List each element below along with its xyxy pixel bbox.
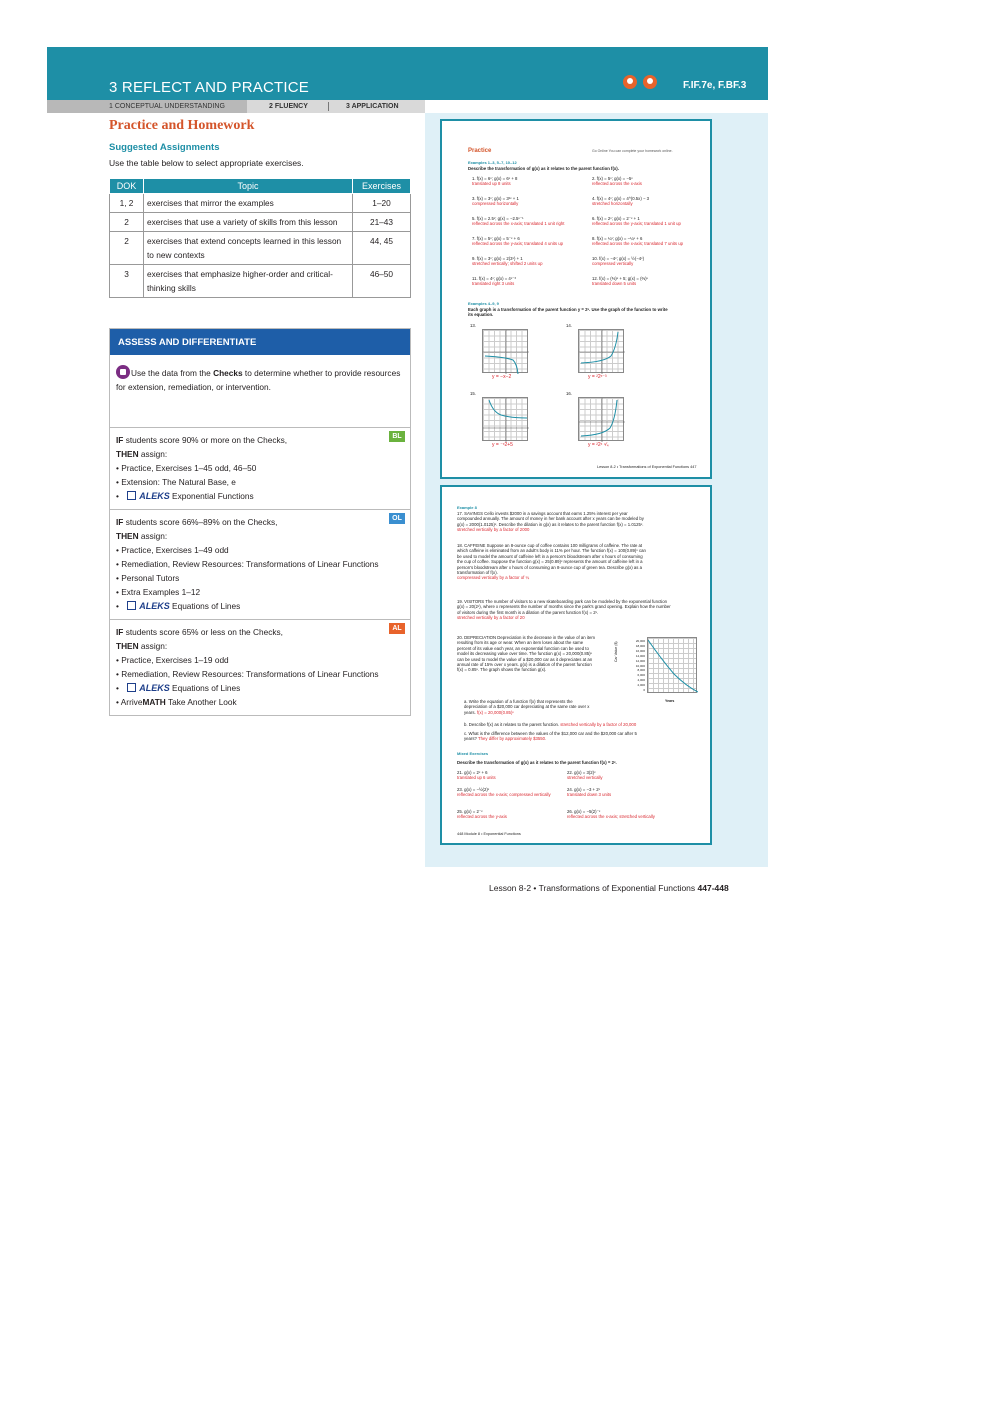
list-item-text: Extra Examples 1–12 <box>121 587 201 597</box>
graph-15-label: 15. <box>470 391 476 396</box>
exercise-4: 4. f(x) = 4ˣ; g(x) = 4^(0.5x) − 3 stretched horizontally <box>592 196 650 207</box>
part-c: c. What is the difference between the values of the $12,000 car and the $20,000 car after 5 years? They differ by approximately $3550. <box>464 731 637 742</box>
instruction-b: Each graph is a transformation of the parent function y = 2ˣ. Use the graph of the function to write its equation. <box>468 307 668 318</box>
footer-pages: 447-448 <box>697 883 729 893</box>
exercise-6: 6. f(x) = 2ˣ; g(x) = 2⁻ˣ + 1 reflected across the y-axis; translated 1 unit up <box>592 216 681 227</box>
exercise-3: 3. f(x) = 3ˣ; g(x) = 3²ˣ + 1 compressed horizontally <box>472 196 519 207</box>
list-item[interactable]: • ALEKS Equations of Lines <box>116 601 241 611</box>
tier-beyond-level <box>110 428 410 510</box>
graph-16 <box>578 397 624 441</box>
part-b: b. Describe f(x) as it relates to the parent function. stretched vertically by a factor of 20,000 <box>464 722 637 727</box>
depreciation-graph <box>647 637 697 693</box>
list-item-text: Arrive <box>120 697 143 707</box>
table-row <box>110 213 411 232</box>
list-item-text: Take Another Look <box>165 697 237 707</box>
aleks-logo: ALEKS <box>139 601 170 611</box>
tab-fluency: 2 FLUENCY <box>269 103 308 110</box>
list-item-text: Equations of Lines <box>172 683 241 693</box>
tier-if: IF students score 90% or more on the Checks, <box>116 435 288 445</box>
list-item-text: Extension: The Natural Base, e <box>121 477 236 487</box>
page-footer <box>489 883 729 893</box>
col-exercises: Exercises <box>353 179 411 194</box>
tier-if: IF students score 65% or less on the Checks, <box>116 627 283 637</box>
footer-title: • Transformations of Exponential Functions <box>531 883 698 893</box>
exercise-1: 1. f(x) = 6ˣ; g(x) = 6ˣ + 8 translated up 8 units <box>472 176 518 187</box>
ol-badge: OL <box>389 513 405 524</box>
student-page-448 <box>440 485 712 845</box>
list-item[interactable]: • Practice, Exercises 1–45 odd, 46–50 <box>116 463 257 473</box>
exercise-8: 8. f(x) = ¼ˣ; g(x) = −¼ˣ + 6 reflected across the x-axis; translated 7 units up <box>592 236 683 247</box>
dok-cell: 3 <box>110 265 144 298</box>
dok-cell: 1, 2 <box>110 194 144 213</box>
graph-y-ticks: 20,000 18,000 16,000 14,000 12,000 10,000 8,000 6,000 4,000 2,000 0 <box>635 639 645 693</box>
graph-15 <box>482 397 528 441</box>
list-item-text: Exponential Functions <box>172 491 254 501</box>
tier-if: IF students score 66%–89% on the Checks, <box>116 517 278 527</box>
list-item-text: Practice, Exercises 1–19 odd <box>121 655 229 665</box>
part-a: a. Write the equation of a function f(x) that represents the depreciation of a $20,000 car depreciating at the same rate over x years. f(x) = 20,000(0.85)ˣ <box>464 699 590 715</box>
exercise-23: 23. g(x) = −½(2)ˣ reflected across the x-axis; compressed vertically <box>457 787 551 798</box>
exercise-25: 25. g(x) = 2⁻ˣ reflected across the y-axis <box>457 809 507 820</box>
tab-conceptual-understanding: 1 CONCEPTUAL UNDERSTANDING <box>47 100 247 113</box>
exercise-21: 21. g(x) = 2ˣ + 6 translated up 6 units <box>457 770 496 781</box>
graph-y-label: Car Value ($) <box>614 641 618 662</box>
suggested-assignments-intro: Use the table below to select appropriate exercises. <box>109 158 304 168</box>
examples-ref-b: Examples 4–9, 9 <box>468 301 499 306</box>
student-page-447 <box>440 119 712 479</box>
exercise-11: 11. f(x) = 4ˣ; g(x) = 4ˣ⁻³ translated right 3 units <box>472 276 516 287</box>
exercise-20: 20. DEPRECIATION Depreciation is the decrease in the value of an item resulting from its age or wear. When an item loses about the same percent of its value each year, an exponential function can be used to model its decreasing value over time. The function g(x) = 20,000(0.85)ˣ can be used to model the value of a $20,000 car as it depreciates at an annual rate of 15% over x years. g(x) is a dilation of the parent function f(x) = 0.85ˣ. The graph shows the function g(x). <box>457 635 595 673</box>
page447-title: Practice <box>468 148 492 154</box>
aleks-icon <box>127 683 136 692</box>
dok-cell: 2 <box>110 213 144 232</box>
exercise-10: 10. f(x) = −4ˣ; g(x) = ½(−4ˣ) compressed vertically <box>592 256 645 267</box>
arrive-math-brand: MATH <box>142 697 166 707</box>
col-topic: Topic <box>144 179 353 194</box>
graph-15-answer: y = ⁻ˣ2+5 <box>492 442 513 448</box>
exercise-17: 17. SAVINGS Cello invests $2000 in a savings account that earns 1.25% interest per year compounded annually. The amount of money in her bank account after x years can be modeled by g(x) = 2000(1.0125)ˣ. Describe the dilation in g(x) as it relates to the parent function f(x) = 1.0125ˣ. stretched vertically by a factor of 2000 <box>457 511 644 533</box>
graph-x-label: Years <box>665 699 675 703</box>
examples-ref-a: Examples 1–3, 5–7, 10–12 <box>468 160 517 165</box>
exercise-19: 19. VISITORS The number of visitors to a new skateboarding park can be modeled by the exponential function g(x) = 20(2ˣ), where x represents the number of months since the park's grand opening. Explain how the number of visitors during the first month is a dilation of the parent function f(x) = 2ˣ. stretched vertically by a factor of 20 <box>457 599 671 621</box>
graph-16-label: 16. <box>566 391 572 396</box>
data-checks-icon <box>116 365 130 379</box>
standards-label: F.IF.7e, F.BF.3 <box>683 80 747 91</box>
tab-separator <box>328 102 329 111</box>
exercise-24: 24. g(x) = −3 + 2ˣ translated down 3 units <box>567 787 612 798</box>
topic-cell: exercises that extend concepts learned in this lesson to new contexts <box>144 232 353 265</box>
list-item-text: Equations of Lines <box>172 601 241 611</box>
graph-13 <box>482 329 528 373</box>
list-item[interactable]: • Extra Examples 1–12 <box>116 587 201 597</box>
header-band <box>47 47 768 100</box>
graph-16-answer: y = ²2ˣ ⁴⁄₄ <box>588 442 609 448</box>
graph-13-label: 13. <box>470 323 476 328</box>
exercise-2: 2. f(x) = 5ˣ; g(x) = −5ˣ reflected across the x-axis <box>592 176 642 187</box>
bl-badge: BL <box>389 431 405 442</box>
progress-tabs <box>47 100 425 113</box>
example-ref: Example 8 <box>457 505 477 510</box>
tier-if-text: students score 90% or more on the Checks, <box>125 435 288 445</box>
tier-if-text: students score 66%–89% on the Checks, <box>125 517 278 527</box>
tier-then: THEN assign: <box>116 641 168 651</box>
practice-title: Practice and Homework <box>109 118 255 133</box>
footer-lesson: Lesson 8-2 <box>489 883 532 893</box>
mixed-instruction: Describe the transformation of g(x) as it relates to the parent function f(x) = 2ˣ. <box>457 760 617 765</box>
list-item[interactable]: • Practice, Exercises 1–19 odd <box>116 655 229 665</box>
exercise-5: 5. f(x) = 2.5ˣ; g(x) = −2.5ˣ⁻¹ reflected across the x-axis; translated 1 unit right <box>472 216 565 227</box>
graph-14 <box>578 329 624 373</box>
exercises-cell: 1–20 <box>353 194 411 213</box>
tier-then: THEN assign: <box>116 449 168 459</box>
exercise-9: 9. f(x) = 3ˣ; g(x) = 2(3ˣ) + 1 stretched vertically; shifted 2 units up <box>472 256 543 267</box>
page447-footer: Lesson 8-2 • Transformations of Exponential Functions 447 <box>597 465 697 469</box>
list-item[interactable]: • ALEKS Equations of Lines <box>116 683 241 693</box>
assess-intro-text-end: to determine whether to provide resources for extension, remediation, or intervention. <box>116 368 401 392</box>
list-item-text: Practice, Exercises 1–49 odd <box>121 545 229 555</box>
tier-approaching-level <box>110 620 410 715</box>
list-item-text: Remediation, Review Resources: Transformations of Linear Functions <box>121 669 379 679</box>
checks-link[interactable]: Checks <box>213 368 243 378</box>
exercise-22: 22. g(x) = 3(2)ˣ stretched vertically <box>567 770 603 781</box>
exercises-cell: 21–43 <box>353 213 411 232</box>
group-icon <box>643 75 657 89</box>
assess-intro-text: Use the data from the <box>131 368 214 378</box>
exercise-12: 12. f(x) = (⅔)ˣ + 5; g(x) = (⅔)ˣ translated down 5 units <box>592 276 648 287</box>
list-item-text: Practice, Exercises 1–45 odd, 46–50 <box>121 463 257 473</box>
graph-14-label: 14. <box>566 323 572 328</box>
suggested-assignments-heading: Suggested Assignments <box>109 142 220 153</box>
section-title: 3 REFLECT AND PRACTICE <box>109 79 310 96</box>
topic-cell: exercises that use a variety of skills from this lesson <box>144 213 353 232</box>
mixed-heading: Mixed Exercises <box>457 751 489 756</box>
list-item-text: Personal Tutors <box>121 573 180 583</box>
table-row <box>110 194 411 213</box>
list-item[interactable]: • Remediation, Review Resources: Transformations of Linear Functions <box>116 559 379 569</box>
dok-cell: 2 <box>110 232 144 265</box>
list-item[interactable]: • Remediation, Review Resources: Transformations of Linear Functions <box>116 669 379 679</box>
assess-differentiate-box <box>109 328 411 716</box>
list-item[interactable]: • ArriveMATH Take Another Look <box>116 697 237 707</box>
student-pages-panel <box>425 113 768 867</box>
exercise-18: 18. CAFFEINE Suppose an 8-ounce cup of coffee contains 100 milligrams of caffeine. The rate at which caffeine is eliminated from an adult's body is 11% per hour. The function f(x) = 100(0.89)ˣ can be used to model the amount of caffeine left in a person's bloodstream after x hours of consuming the cup of coffee. Suppose the function g(x) = 25(0.89)ˣ represents the amount of caffeine left in a person's bloodstream after x hours of consuming an 8-ounce cup of green tea. Describe g(x) as a transformation of f(x). compressed vertically by a factor of ¼ <box>457 543 646 581</box>
tier-then-text: assign: <box>140 449 168 459</box>
assignments-table <box>109 178 411 298</box>
person-icon <box>623 75 637 89</box>
page448-footer: 448 Module 8 • Exponential Functions <box>457 832 521 836</box>
tier-on-level <box>110 510 410 620</box>
col-dok: DOK <box>110 179 144 194</box>
aleks-logo: ALEKS <box>139 683 170 693</box>
table-header-row <box>110 179 411 194</box>
list-item[interactable]: • Personal Tutors <box>116 573 180 583</box>
table-row <box>110 265 411 298</box>
instruction-a: Describe the transformation of g(x) as it relates to the parent function f(x). <box>468 166 619 171</box>
aleks-icon <box>127 491 136 500</box>
go-online-note: Go Online You can complete your homework online. <box>592 149 673 153</box>
tier-if-text: students score 65% or less on the Checks, <box>125 627 283 637</box>
tab-application: 3 APPLICATION <box>346 103 399 110</box>
list-item-text: Remediation, Review Resources: Transformations of Linear Functions <box>121 559 379 569</box>
exercises-cell: 46–50 <box>353 265 411 298</box>
header-icons <box>623 75 657 89</box>
exercises-cell: 44, 45 <box>353 232 411 265</box>
list-item[interactable]: • ALEKS Exponential Functions <box>116 491 254 501</box>
graph-13-answer: y = −x−2 <box>492 374 512 380</box>
topic-cell: exercises that mirror the examples <box>144 194 353 213</box>
list-item[interactable]: • Extension: The Natural Base, e <box>116 477 236 487</box>
exercise-7: 7. f(x) = 5ˣ; g(x) = 5⁻ˣ + 6 reflected across the y-axis; translated 4 units up <box>472 236 563 247</box>
al-badge: AL <box>389 623 405 634</box>
aleks-icon <box>127 601 136 610</box>
assess-intro <box>110 355 410 428</box>
tier-then: THEN assign: <box>116 531 168 541</box>
practice-section <box>109 118 411 168</box>
table-row <box>110 232 411 265</box>
graph-14-answer: y = ²2ˣ⁻³ <box>588 374 607 380</box>
tier-then-text: assign: <box>140 641 168 651</box>
list-item[interactable]: • Practice, Exercises 1–49 odd <box>116 545 229 555</box>
aleks-logo: ALEKS <box>139 491 170 501</box>
tier-then-text: assign: <box>140 531 168 541</box>
topic-cell: exercises that emphasize higher-order and critical-thinking skills <box>144 265 353 298</box>
exercise-26: 26. g(x) = −5(2)⁻ˣ reflected across the x-axis; stretched vertically <box>567 809 655 820</box>
assess-title: ASSESS AND DIFFERENTIATE <box>110 329 410 355</box>
